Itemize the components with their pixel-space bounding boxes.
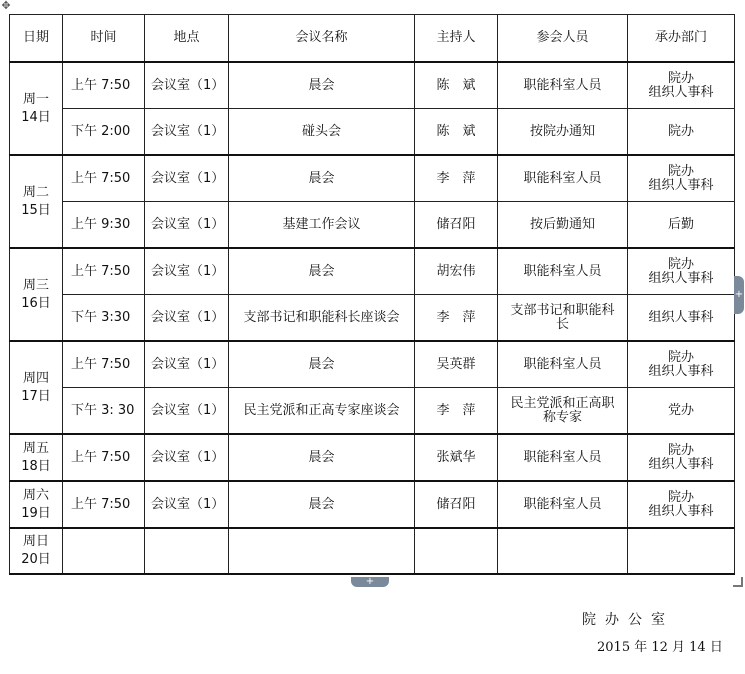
- place-cell: [145, 528, 229, 574]
- meeting-name-cell: 基建工作会议: [229, 202, 415, 249]
- place-cell: 会议室（1）: [145, 248, 229, 295]
- meeting-name-cell: 晨会: [229, 434, 415, 481]
- place-cell: 会议室（1）: [145, 202, 229, 249]
- day-date-label: 15日: [21, 202, 51, 218]
- meeting-name-cell: 晨会: [229, 155, 415, 202]
- table-row: [10, 481, 735, 528]
- weekday-label: 周日: [22, 534, 49, 549]
- place-cell: 会议室（1）: [145, 481, 229, 528]
- day-date-label: 18日: [21, 458, 51, 474]
- signature-date: 2015 年 12 月 14 日: [597, 640, 723, 655]
- table-row: [10, 248, 735, 295]
- day-date-label: 17日: [21, 388, 51, 404]
- attendees-cell: 职能科室人员: [498, 155, 628, 202]
- table-move-handle-icon[interactable]: [0, 0, 12, 12]
- host-cell: 胡宏伟: [415, 248, 498, 295]
- dept-cell: [628, 528, 735, 574]
- table-row: [10, 434, 735, 481]
- time-cell: 上午 7:50: [63, 155, 145, 202]
- day-date-label: 16日: [21, 295, 51, 311]
- dept-cell: 院办: [628, 109, 735, 156]
- place-cell: 会议室（1）: [145, 62, 229, 109]
- dept-cell: 后勤: [628, 202, 735, 249]
- host-cell: 储召阳: [415, 202, 498, 249]
- time-cell: 上午 7:50: [63, 62, 145, 109]
- attendees-cell: 职能科室人员: [498, 434, 628, 481]
- meeting-name-cell: [229, 528, 415, 574]
- attendees-cell: 按院办通知: [498, 109, 628, 156]
- attendees-cell-line: 长: [555, 316, 569, 332]
- host-cell: 储召阳: [415, 481, 498, 528]
- attendees-cell: 职能科室人员: [498, 62, 628, 109]
- attendees-cell-line: 支部书记和职能科: [510, 302, 615, 318]
- header-place: 地点: [145, 15, 229, 63]
- dept-cell: [628, 155, 735, 202]
- time-cell: 上午 7:50: [63, 481, 145, 528]
- dept-cell-line: 组织人事科: [648, 456, 714, 472]
- time-cell: 上午 7:50: [63, 341, 145, 388]
- date-cell: [10, 434, 63, 481]
- time-cell: 上午 9:30: [63, 202, 145, 249]
- host-cell: 李 萍: [415, 388, 498, 435]
- host-cell: 陈 斌: [415, 62, 498, 109]
- attendees-cell: [498, 295, 628, 342]
- table-resize-handle-icon[interactable]: [733, 577, 743, 587]
- date-cell: [10, 341, 63, 434]
- dept-cell-line: 组织人事科: [648, 177, 714, 193]
- table-row: [10, 388, 735, 435]
- add-column-button[interactable]: +: [734, 276, 744, 314]
- header-meeting-name: 会议名称: [229, 15, 415, 63]
- dept-cell: 党办: [628, 388, 735, 435]
- dept-cell-line: 组织人事科: [648, 84, 714, 100]
- meeting-name-cell: 支部书记和职能科长座谈会: [229, 295, 415, 342]
- dept-cell: [628, 434, 735, 481]
- table-row: [10, 62, 735, 109]
- header-row: [10, 15, 735, 63]
- date-cell: [10, 62, 63, 155]
- time-cell: 下午 3: 30: [63, 388, 145, 435]
- table-row: [10, 109, 735, 156]
- meeting-schedule-table: [9, 14, 735, 575]
- attendees-cell: 职能科室人员: [498, 481, 628, 528]
- place-cell: 会议室（1）: [145, 341, 229, 388]
- dept-cell-line: 院办: [667, 70, 694, 86]
- weekday-label: 周二: [22, 184, 49, 200]
- place-cell: 会议室（1）: [145, 295, 229, 342]
- host-cell: 李 萍: [415, 155, 498, 202]
- dept-cell-line: 院办: [667, 442, 694, 458]
- dept-cell: 组织人事科: [628, 295, 735, 342]
- time-cell: 下午 2:00: [63, 109, 145, 156]
- header-dept: 承办部门: [628, 15, 735, 63]
- attendees-cell-line: 民主党派和正高职: [510, 395, 615, 411]
- date-cell: [10, 528, 63, 574]
- table-row: [10, 155, 735, 202]
- meeting-name-cell: 晨会: [229, 341, 415, 388]
- dept-cell-line: 院办: [667, 256, 694, 272]
- place-cell: 会议室（1）: [145, 388, 229, 435]
- date-cell: [10, 248, 63, 341]
- dept-cell-line: 院办: [667, 349, 694, 365]
- time-cell: 上午 7:50: [63, 434, 145, 481]
- attendees-cell: [498, 388, 628, 435]
- table-row: [10, 528, 735, 574]
- time-cell: [63, 528, 145, 574]
- dept-cell-line: 院办: [667, 489, 694, 505]
- time-cell: 下午 3:30: [63, 295, 145, 342]
- header-date: 日期: [10, 15, 63, 63]
- host-cell: 吴英群: [415, 341, 498, 388]
- attendees-cell: 职能科室人员: [498, 248, 628, 295]
- weekday-label: 周一: [22, 91, 49, 107]
- host-cell: 张斌华: [415, 434, 498, 481]
- add-row-button[interactable]: +: [351, 577, 389, 587]
- date-cell: [10, 155, 63, 248]
- place-cell: 会议室（1）: [145, 155, 229, 202]
- dept-cell-line: 组织人事科: [648, 363, 714, 379]
- weekday-label: 周三: [22, 277, 49, 293]
- day-date-label: 20日: [21, 552, 51, 567]
- schedule-body: [10, 62, 735, 574]
- host-cell: 陈 斌: [415, 109, 498, 156]
- table-row: [10, 295, 735, 342]
- meeting-name-cell: 晨会: [229, 62, 415, 109]
- dept-cell: [628, 481, 735, 528]
- date-cell: [10, 481, 63, 528]
- day-date-label: 19日: [21, 505, 51, 521]
- attendees-cell-line: 称专家: [542, 409, 582, 425]
- meeting-name-cell: 晨会: [229, 481, 415, 528]
- dept-cell: [628, 248, 735, 295]
- header-attendees: 参会人员: [498, 15, 628, 63]
- table-row: [10, 202, 735, 249]
- place-cell: 会议室（1）: [145, 109, 229, 156]
- dept-cell-line: 组织人事科: [648, 503, 714, 519]
- signature-office: 院办公室: [582, 612, 674, 628]
- weekday-label: 周四: [22, 370, 49, 386]
- attendees-cell: 职能科室人员: [498, 341, 628, 388]
- host-cell: [415, 528, 498, 574]
- dept-cell: [628, 341, 735, 388]
- header-host: 主持人: [415, 15, 498, 63]
- attendees-cell: 按后勤通知: [498, 202, 628, 249]
- time-cell: 上午 7:50: [63, 248, 145, 295]
- day-date-label: 14日: [21, 109, 51, 125]
- dept-cell: [628, 62, 735, 109]
- weekday-label: 周五: [22, 440, 49, 456]
- table-row: [10, 341, 735, 388]
- header-time: 时间: [63, 15, 145, 63]
- meeting-name-cell: 晨会: [229, 248, 415, 295]
- host-cell: 李 萍: [415, 295, 498, 342]
- dept-cell-line: 院办: [667, 163, 694, 179]
- dept-cell-line: 组织人事科: [648, 270, 714, 286]
- place-cell: 会议室（1）: [145, 434, 229, 481]
- meeting-name-cell: 民主党派和正高专家座谈会: [229, 388, 415, 435]
- weekday-label: 周六: [22, 487, 49, 503]
- attendees-cell: [498, 528, 628, 574]
- meeting-name-cell: 碰头会: [229, 109, 415, 156]
